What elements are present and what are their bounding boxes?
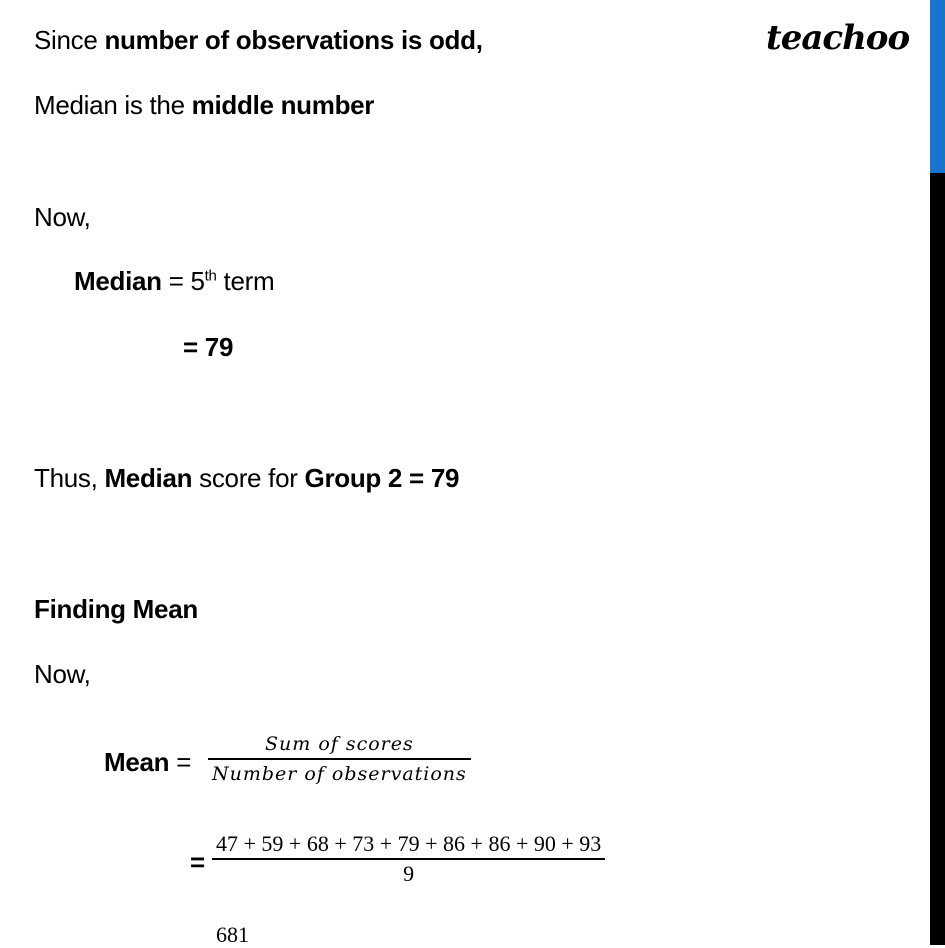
text: = bbox=[169, 747, 192, 777]
odd-observations-line bbox=[34, 25, 483, 55]
median-definition-line bbox=[34, 90, 374, 120]
median-term-line bbox=[74, 266, 274, 296]
bold-text: Median bbox=[74, 266, 162, 296]
equals-sign: = bbox=[190, 847, 205, 877]
text: score for bbox=[192, 463, 305, 493]
fraction-numerator: Sum of scores bbox=[265, 733, 414, 755]
bold-text: number of observations is odd, bbox=[104, 25, 483, 55]
text: Thus, bbox=[34, 463, 105, 493]
median-value: = 79 bbox=[183, 332, 234, 362]
section-heading-finding-mean: Finding Mean bbox=[34, 594, 198, 624]
fraction-denominator: Number of observations bbox=[212, 763, 467, 785]
mean-label-line bbox=[104, 747, 191, 777]
now-label: Now, bbox=[34, 202, 91, 232]
fraction-denominator: 9 bbox=[403, 861, 415, 886]
text: Median is the bbox=[34, 90, 192, 120]
mean-formula-fraction bbox=[208, 730, 471, 788]
scrollbar[interactable] bbox=[930, 0, 945, 945]
sum-fraction bbox=[212, 830, 605, 888]
partial-result-numerator: 681 bbox=[216, 922, 249, 947]
fraction-numerator: 47 + 59 + 68 + 73 + 79 + 86 + 86 + 90 + 93 bbox=[216, 831, 602, 856]
bold-text: Group 2 = 79 bbox=[304, 463, 460, 493]
median-conclusion-line bbox=[34, 463, 459, 493]
text: Since bbox=[34, 25, 105, 55]
bold-text: Median bbox=[104, 463, 193, 493]
scrollbar-thumb[interactable] bbox=[930, 0, 945, 173]
teachoo-logo: teachoo bbox=[766, 18, 910, 58]
text: term bbox=[216, 266, 275, 296]
text: = 5 bbox=[161, 266, 205, 296]
superscript: th bbox=[204, 267, 217, 285]
bold-text: middle number bbox=[191, 90, 375, 120]
bold-text: Mean bbox=[104, 747, 170, 777]
now-label-2: Now, bbox=[34, 659, 91, 689]
